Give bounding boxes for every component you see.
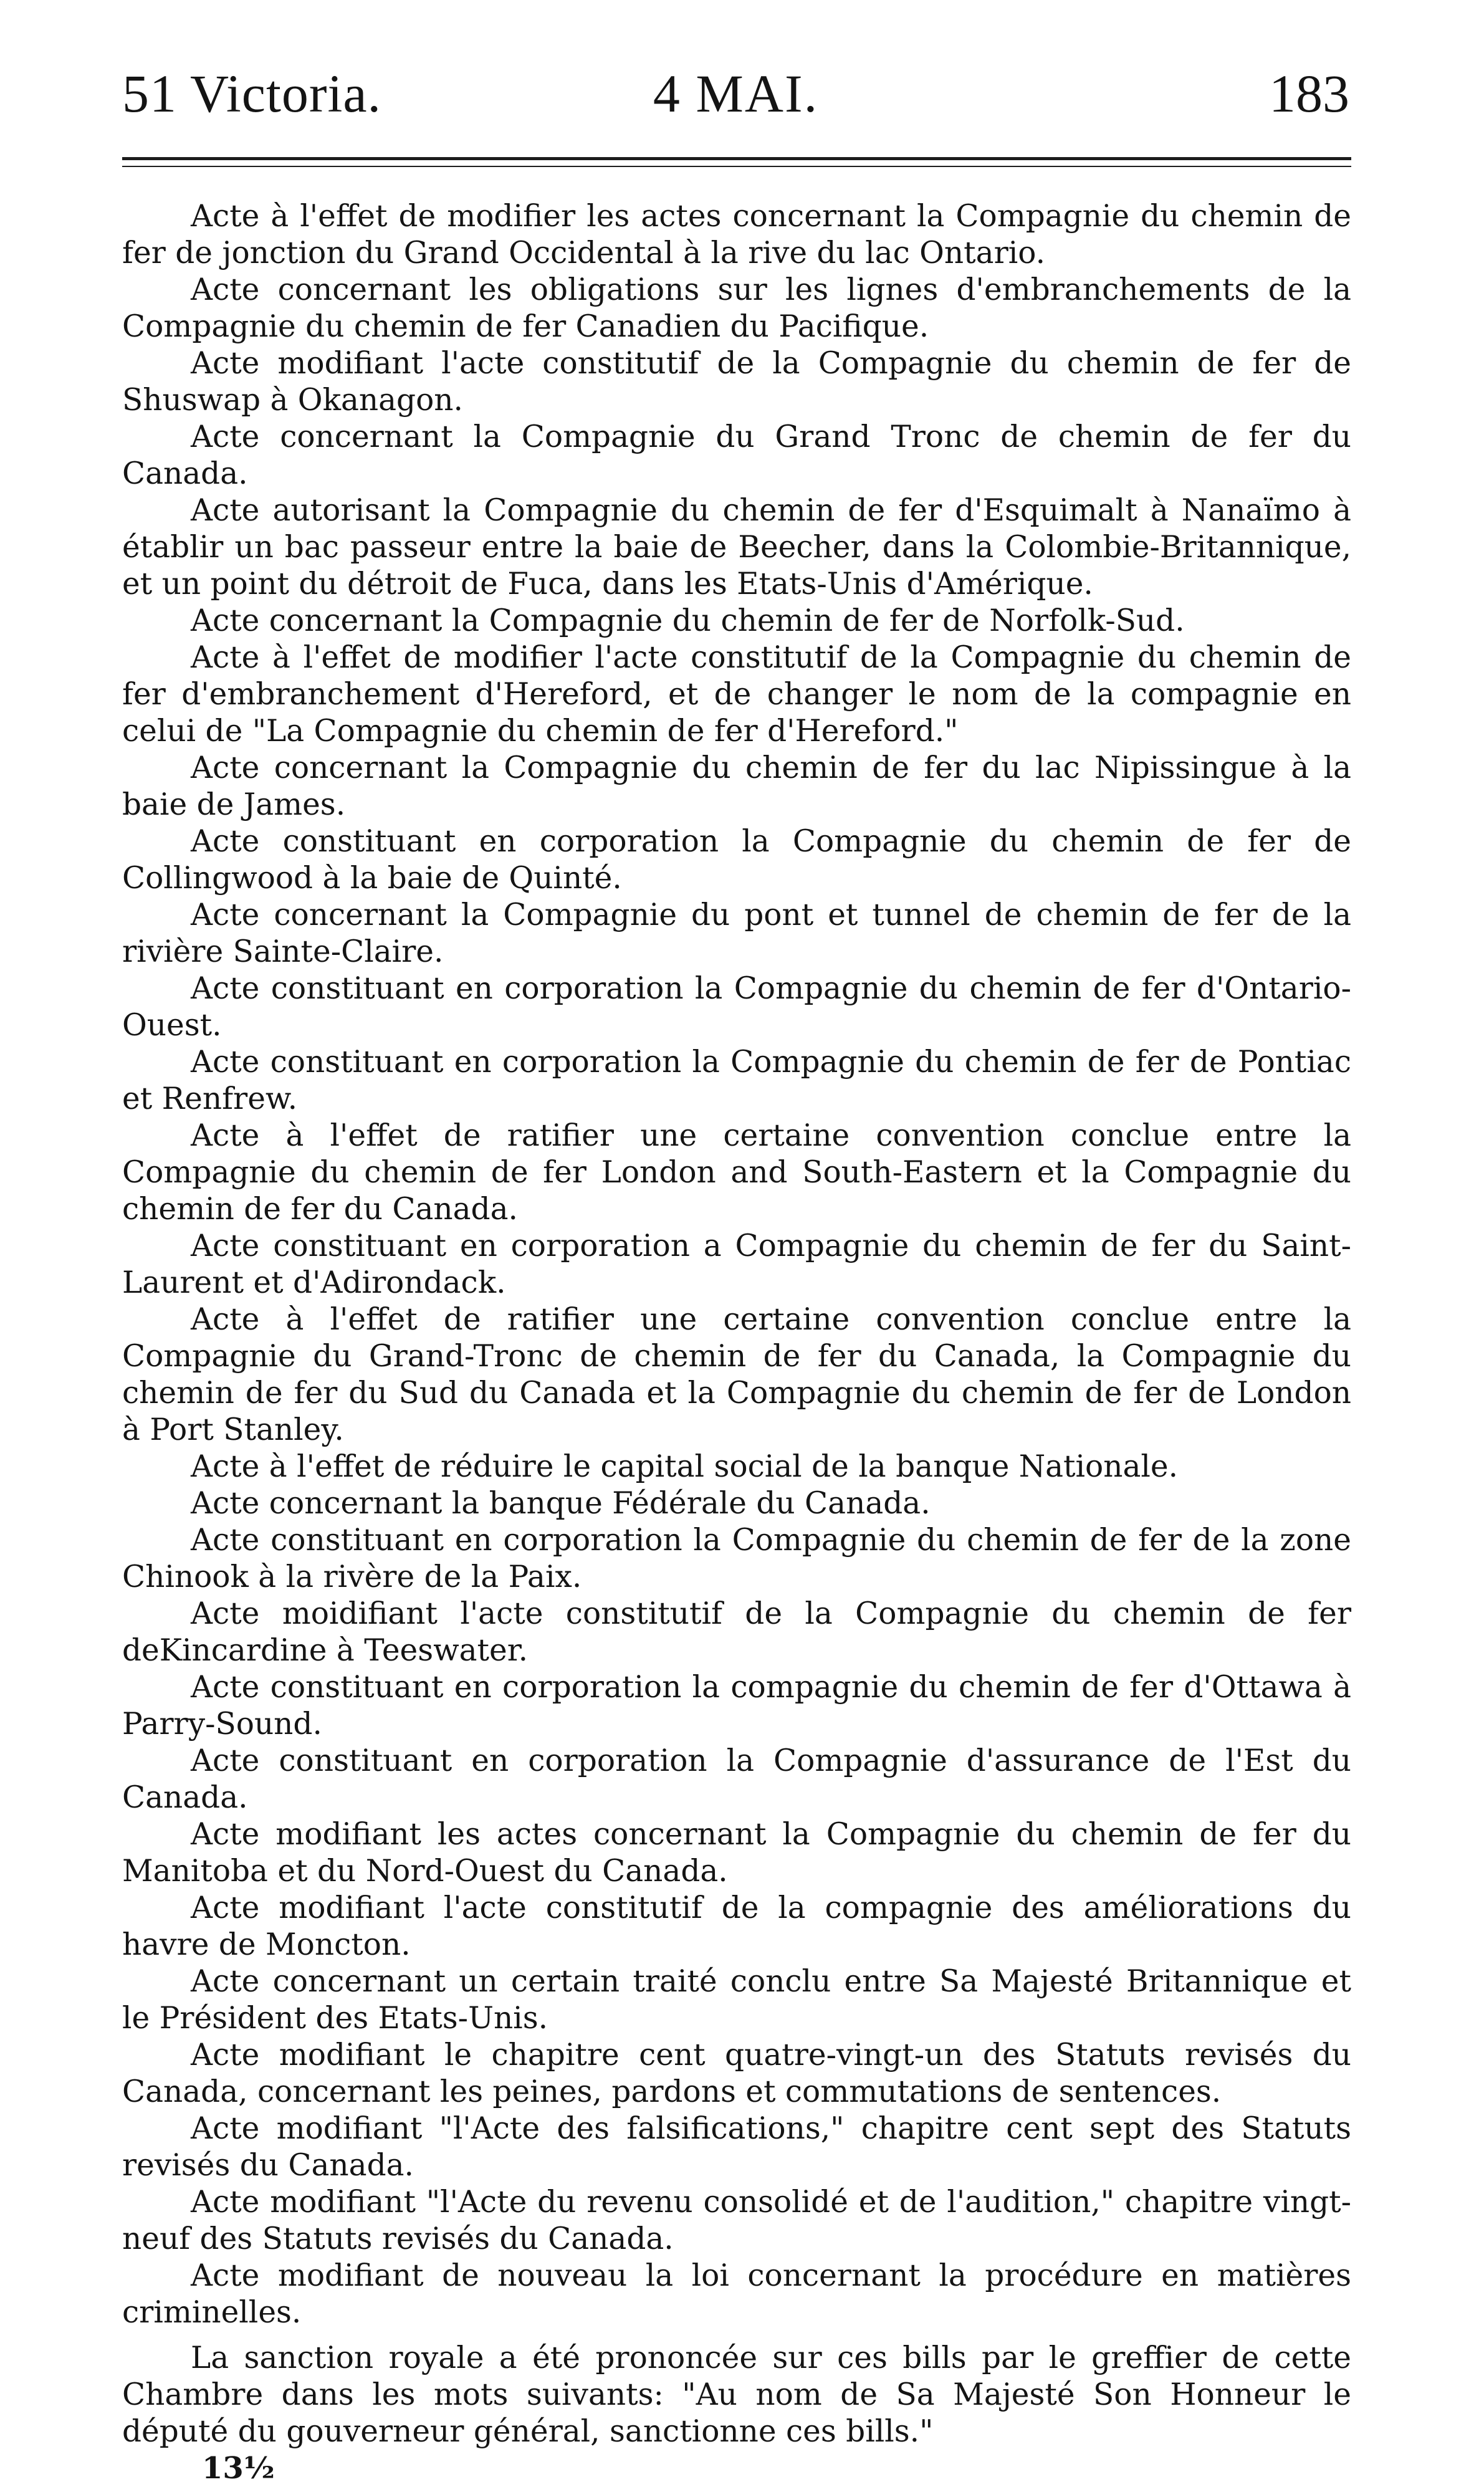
bill-entry: Acte concernant un certain traité conclu entre Sa Majesté Britannique et le Président des Etats-Unis. <box>122 1964 1351 2036</box>
bill-entry: Acte modifiant "l'Acte des falsifications," chapitre cent sept des Statuts revisés du Canada. <box>122 2111 1351 2183</box>
signature-mark: 13½ <box>202 2451 275 2486</box>
bill-entry: Acte à l'effet de modifier l'acte constitutif de la Compagnie du chemin de fer d'embranchement d'Hereford, et de changer le nom de la compagnie en celui de "La Compagnie du chemin de fer d'Hereford." <box>122 640 1351 749</box>
bill-entry: Acte constituant en corporation la compagnie du chemin de fer d'Ottawa à Parry-Sound. <box>122 1670 1351 1742</box>
bill-entry: Acte modifiant "l'Acte du revenu consolidé et de l'audition," chapitre vingt-neuf des Statuts revisés du Canada. <box>122 2185 1351 2256</box>
bill-entry: Acte modifiant les actes concernant la Compagnie du chemin de fer du Manitoba et du Nord-Ouest du Canada. <box>122 1817 1351 1889</box>
bill-entry: Acte concernant la Compagnie du chemin de fer de Norfolk-Sud. <box>191 603 1185 638</box>
bill-entry: Acte à l'effet de ratifier une certaine convention conclue entre la Compagnie du Grand-Tronc de chemin de fer du Canada, la Compagnie du chemin de fer du Sud du Canada et la Compagnie du chemin de fer de London à Port Stanley. <box>122 1302 1351 1447</box>
bill-entry: Acte modifiant l'acte constitutif de la compagnie des améliorations du havre de Moncton. <box>122 1890 1351 1962</box>
bill-entry: Acte concernant la banque Fédérale du Canada. <box>191 1486 931 1521</box>
bill-entry: Acte constituant en corporation a Compagnie du chemin de fer du Saint-Laurent et d'Adirondack. <box>122 1229 1351 1300</box>
header-session: 51 Victoria. <box>122 64 382 123</box>
bill-entry: Acte concernant la Compagnie du pont et tunnel de chemin de fer de la rivière Sainte-Claire. <box>122 898 1351 969</box>
bill-entry: Acte modifiant l'acte constitutif de la Compagnie du chemin de fer de Shuswap à Okanagon. <box>122 346 1351 418</box>
header-rule-thin <box>122 166 1351 167</box>
page-body <box>122 198 1351 2487</box>
bill-entry: Acte à l'effet de modifier les actes concernant la Compagnie du chemin de fer de jonction du Grand Occidental à la rive du lac Ontario. <box>122 199 1351 271</box>
page-number: 183 <box>1269 64 1349 123</box>
bill-entry: Acte constituant en corporation la Compagnie du chemin de fer de Collingwood à la baie de Quinté. <box>122 824 1351 896</box>
bill-entry: Acte à l'effet de réduire le capital social de la banque Nationale. <box>191 1449 1179 1484</box>
bill-entry: Acte constituant en corporation la Compagnie du chemin de fer de Pontiac et Renfrew. <box>122 1045 1351 1116</box>
bill-entry: Acte constituant en corporation la Compagnie d'assurance de l'Est du Canada. <box>122 1743 1351 1815</box>
royal-assent-paragraph: La sanction royale a été prononcée sur ces bills par le greffier de cette Chambre dans les mots suivants: "Au nom de Sa Majesté Son Honneur le député du gouverneur général, sanctionne ces bills." <box>122 2341 1351 2449</box>
bill-entry: Acte moidifiant l'acte constitutif de la Compagnie du chemin de fer deKincardine à Teeswater. <box>122 1596 1351 1668</box>
bill-entry: Acte concernant les obligations sur les lignes d'embranchements de la Compagnie du chemin de fer Canadien du Pacifique. <box>122 272 1351 344</box>
bill-entry: Acte concernant la Compagnie du Grand Tronc de chemin de fer du Canada. <box>122 419 1351 491</box>
running-header <box>122 62 1349 131</box>
bill-entry: Acte modifiant le chapitre cent quatre-vingt-un des Statuts revisés du Canada, concernant les peines, pardons et commutations de sentences. <box>122 2038 1351 2109</box>
bill-entry: Acte autorisant la Compagnie du chemin de fer d'Esquimalt à Nanaïmo à établir un bac passeur entre la baie de Beecher, dans la Colombie-Britannique, et un point du détroit de Fuca, dans les Etats-Unis d'Amérique. <box>122 493 1351 601</box>
bill-entry: Acte modifiant de nouveau la loi concernant la procédure en matières criminelles. <box>122 2258 1351 2330</box>
bill-entry: Acte constituant en corporation la Compagnie du chemin de fer de la zone Chinook à la rivère de la Paix. <box>122 1523 1351 1594</box>
header-rule-thick <box>122 157 1351 160</box>
bill-entry: Acte à l'effet de ratifier une certaine convention conclue entre la Compagnie du chemin de fer London and South-Eastern et la Compagnie du chemin de fer du Canada. <box>122 1118 1351 1227</box>
header-date: 4 MAI. <box>653 64 819 123</box>
bill-list <box>122 198 1351 2331</box>
bill-entry: Acte concernant la Compagnie du chemin de fer du lac Nipissingue à la baie de James. <box>122 750 1351 822</box>
bill-entry: Acte constituant en corporation la Compagnie du chemin de fer d'Ontario-Ouest. <box>122 971 1351 1043</box>
